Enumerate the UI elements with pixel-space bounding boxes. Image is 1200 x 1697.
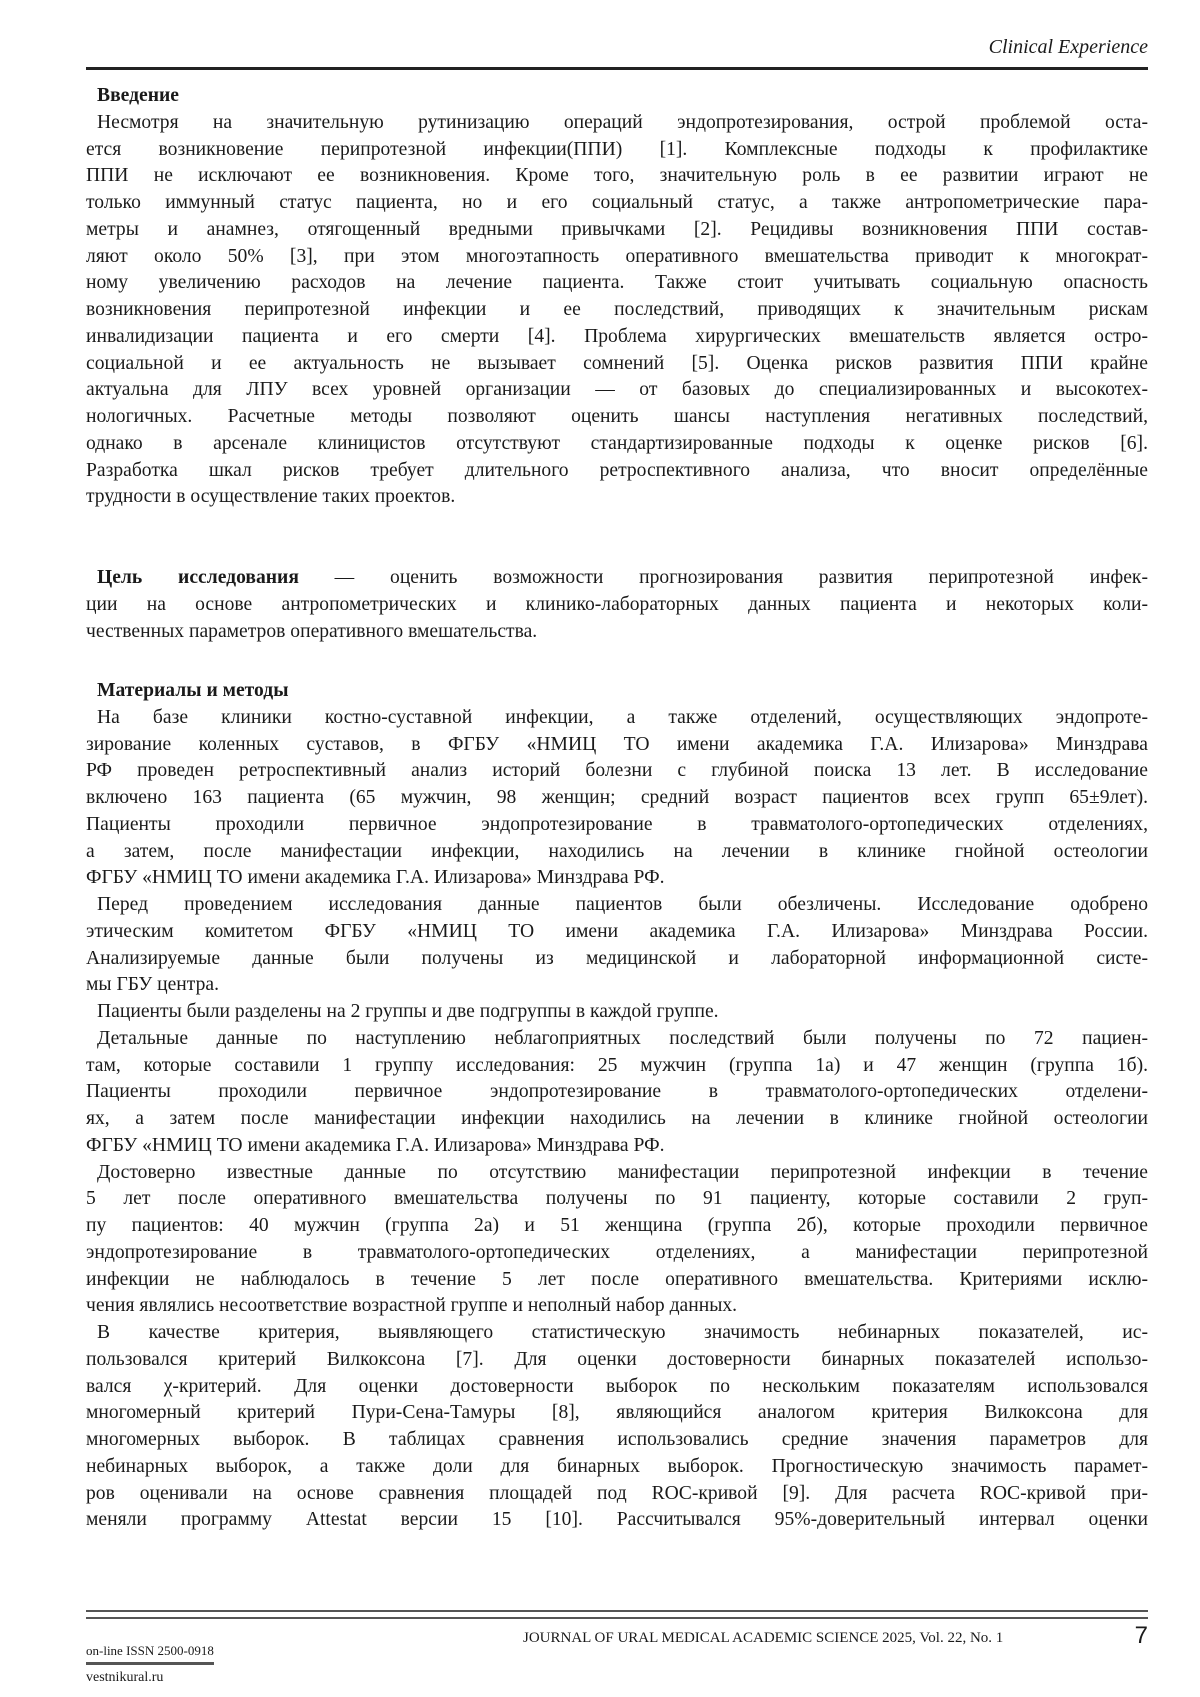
section-methods [86,678,1148,1534]
paragraph-line: социальной и ее актуальность не вызывает сомнений [5]. Оценка рисков развития ППИ крайне [86,351,1148,378]
paragraph-line: чественных параметров оперативного вмешательства. [86,619,1148,646]
paragraph-line: РФ проведен ретроспективный анализ историй болезни с глубиной поиска 13 лет. В исследование [86,758,1148,785]
paragraph-line: многомерный критерий Пури-Сена-Тамуры [8], являющийся аналогом критерия Вилкоксона для [86,1400,1148,1427]
running-header: Clinical Experience [989,36,1148,59]
paragraph-line: нологичных. Расчетные методы позволяют оценить шансы наступления негативных последствий, [86,404,1148,431]
section-heading: Введение [86,83,1148,110]
paragraph-line: ляют около 50% [3], при этом многоэтапность оперативного вмешательства приводит к многократ- [86,244,1148,271]
paragraph-line: однако в арсенале клиницистов отсутствуют стандартизированные подходы к оценке рисков [6]. [86,431,1148,458]
paragraph-line: этическим комитетом ФГБУ «НМИЦ ТО имени академика Г.А. Илизарова» Минздрава России. [86,919,1148,946]
paragraph-line: ППИ не исключают ее возникновения. Кроме того, значительную роль в ее развитии играют не [86,163,1148,190]
paragraph-line: Пациенты были разделены на 2 группы и две подгруппы в каждой группе. [86,999,1148,1026]
paragraph-line: инвалидизации пациента и его смерти [4]. Проблема хирургических вмешательств является остро- [86,324,1148,351]
paragraph-line: На базе клиники костно-суставной инфекции, а также отделений, осуществляющих эндопроте- [86,705,1148,732]
paragraph-line: включено 163 пациента (65 мужчин, 98 женщин; средний возраст пациентов всех групп 65±9лет). [86,785,1148,812]
paragraph-line: Анализируемые данные были получены из медицинской и лабораторной информационной систе- [86,946,1148,973]
paragraph-line: ному увеличению расходов на лечение пациента. Также стоит учитывать социальную опасность [86,270,1148,297]
footer-rule [86,1610,1148,1619]
paragraph-line: трудности в осуществление таких проектов. [86,484,1148,511]
paragraph-line: эндопротезирование в травматолого-ортопедических отделениях, а манифестации перипротезной [86,1240,1148,1267]
paragraph-line: Цель исследования — оценить возможности прогнозирования развития перипротезной инфек- [86,565,1148,592]
paragraph-line: Пациенты проходили первичное эндопротезирование в травматолого-ортопедических отделени- [86,1079,1148,1106]
paragraph-line: 5 лет после оперативного вмешательства получены по 91 пациенту, которые составили 2 груп- [86,1186,1148,1213]
paragraph-line: ции на основе антропометрических и клинико-лабораторных данных пациента и некоторых коли- [86,592,1148,619]
paragraph-line: чения являлись несоответствие возрастной группе и неполный набор данных. [86,1293,1148,1320]
section-aim [86,565,1148,645]
page-number: 7 [1135,1622,1148,1650]
paragraph-line: актуальна для ЛПУ всех уровней организации — от базовых до специализированных и высокотех- [86,377,1148,404]
paragraph-line: там, которые составили 1 группу исследования: 25 мужчин (группа 1а) и 47 женщин (группа 1б). [86,1053,1148,1080]
paragraph-line: пользовался критерий Вилкоксона [7]. Для оценки достоверности бинарных показателей использо- [86,1347,1148,1374]
paragraph-line: меняли программу Attestat версии 15 [10]. Рассчитывался 95%-доверительный интервал оценки [86,1507,1148,1534]
paragraph-line: небинарных выборок, а также доли для бинарных выборок. Прогностическую значимость парамет- [86,1454,1148,1481]
paragraph-line: а затем, после манифестации инфекции, находились на лечении в клинике гнойной остеологии [86,839,1148,866]
paragraph-line: многомерных выборок. В таблицах сравнения использовались средние значения параметров для [86,1427,1148,1454]
paragraph-line: метры и анамнез, отягощенный вредными привычками [2]. Рецидивы возникновения ППИ состав- [86,217,1148,244]
paragraph-line: ФГБУ «НМИЦ ТО имени академика Г.А. Илизарова» Минздрава РФ. [86,1133,1148,1160]
paragraph-line: В качестве критерия, выявляющего статистическую значимость небинарных показателей, ис- [86,1320,1148,1347]
section-heading: Материалы и методы [86,678,1148,705]
paragraph-line: Перед проведением исследования данные пациентов были обезличены. Исследование одобрено [86,892,1148,919]
aim-label: Цель исследования [97,567,299,588]
journal-name: JOURNAL OF URAL MEDICAL ACADEMIC SCIENCE 2025, Vol. 22, No. 1 [523,1630,1003,1647]
paragraph-line: Достоверно известные данные по отсутствию манифестации перипротезной инфекции в течение [86,1160,1148,1187]
paragraph-line: Несмотря на значительную рутинизацию операций эндопротезирования, острой проблемой оста- [86,110,1148,137]
website[interactable]: vestnikural.ru [86,1670,163,1686]
paragraph-line: возникновения перипротезной инфекции и ее последствий, приводящих к значительным рискам [86,297,1148,324]
paragraph-line: зирование коленных суставов, в ФГБУ «НМИЦ ТО имени академика Г.А. Илизарова» Минздрава [86,732,1148,759]
paragraph-line: только иммунный статус пациента, но и его социальный статус, а также антропометрические пара- [86,190,1148,217]
paragraph-line: ФГБУ «НМИЦ ТО имени академика Г.А. Илизарова» Минздрава РФ. [86,865,1148,892]
section-introduction [86,83,1148,511]
paragraph-line: вался χ-критерий. Для оценки достоверности выборок по нескольким показателям использовался [86,1374,1148,1401]
paragraph-line: ется возникновение перипротезной инфекции(ППИ) [1]. Комплексные подходы к профилактике [86,137,1148,164]
issn: on-line ISSN 2500-0918 [86,1643,214,1665]
paragraph-line: Пациенты проходили первичное эндопротезирование в травматолого-ортопедических отделениях, [86,812,1148,839]
paragraph-line: Детальные данные по наступлению неблагоприятных последствий были получены по 72 пациен- [86,1026,1148,1053]
paragraph-line: инфекции не наблюдалось в течение 5 лет после оперативного вмешательства. Критериями исклю- [86,1267,1148,1294]
paragraph-line: пу пациентов: 40 мужчин (группа 2а) и 51 женщина (группа 2б), которые проходили первичное [86,1213,1148,1240]
paragraph-line: Разработка шкал рисков требует длительного ретроспективного анализа, что вносит определённые [86,458,1148,485]
paragraph-line: ях, а затем после манифестации инфекции находились на лечении в клинике гнойной остеологии [86,1106,1148,1133]
paragraph-line: ров оценивали на основе сравнения площадей под ROC-кривой [9]. Для расчета ROC-кривой при- [86,1481,1148,1508]
paragraph-line: мы ГБУ центра. [86,972,1148,999]
header-rule [86,67,1148,70]
